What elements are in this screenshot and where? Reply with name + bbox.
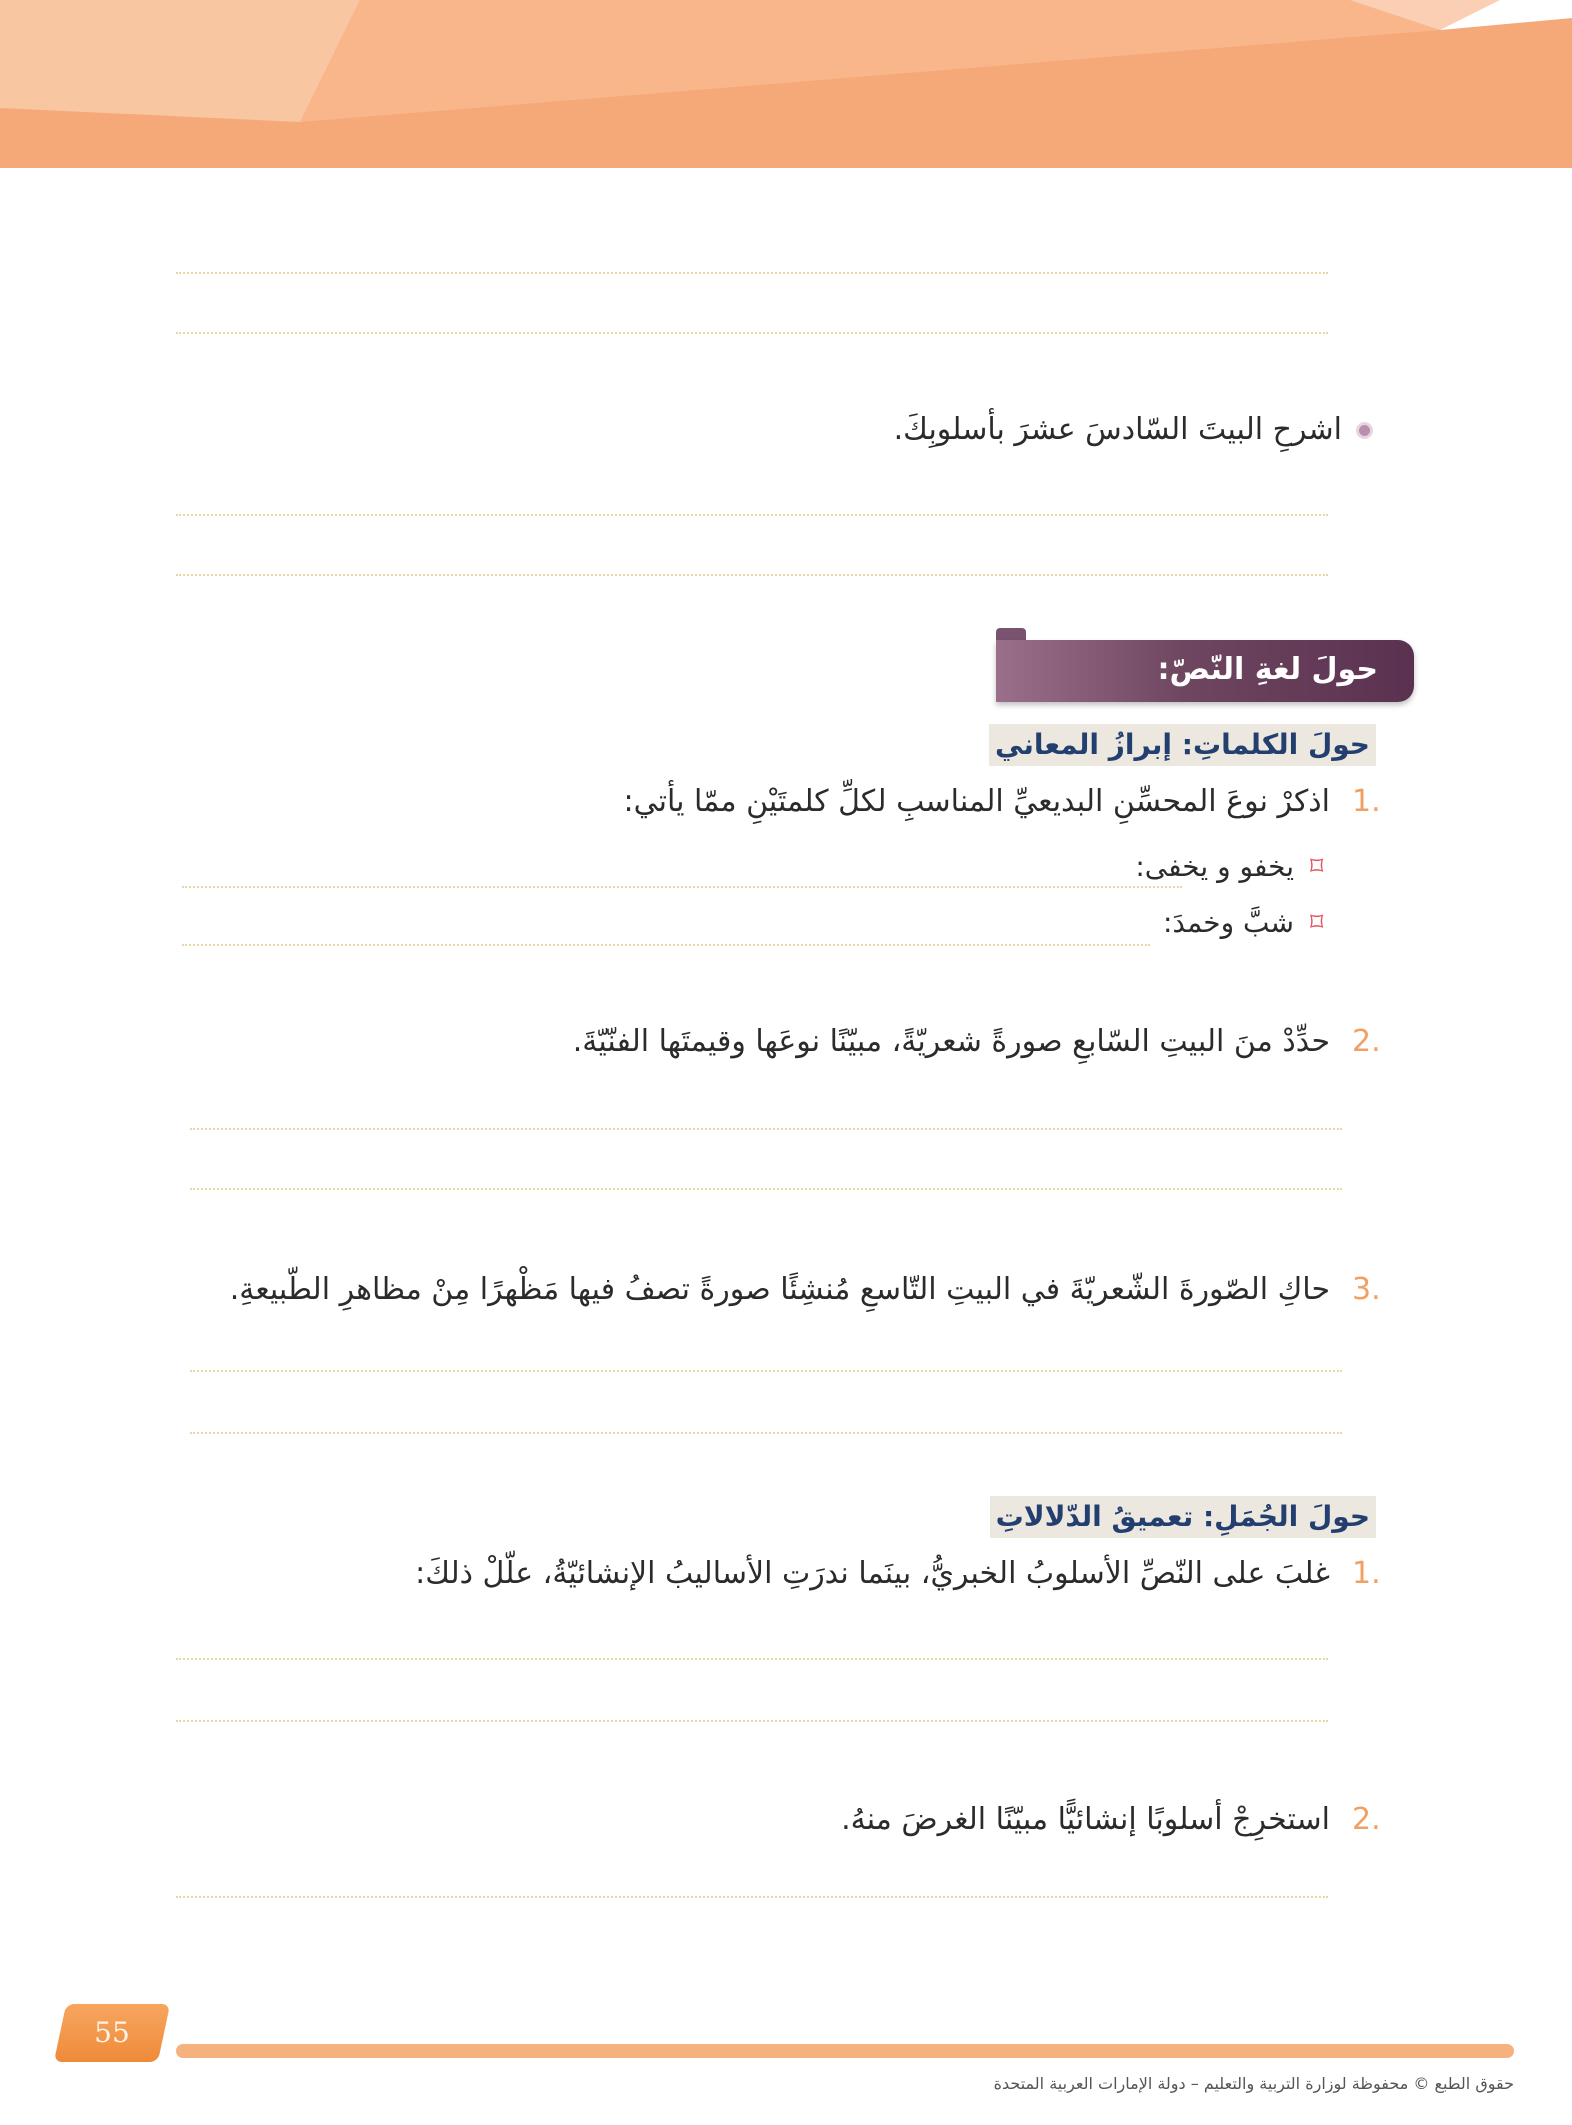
marker-icon: ⌑ — [1310, 852, 1324, 882]
question-number: 2. — [1352, 1024, 1381, 1059]
answer-line[interactable] — [182, 886, 1182, 888]
page-number-badge — [54, 2004, 170, 2062]
answer-line[interactable] — [190, 1128, 1342, 1130]
question-number: 2. — [1352, 1802, 1381, 1837]
section-banner — [996, 640, 1414, 702]
question-text: غلبَ على النّصِّ الأسلوبُ الخبريُّ، بينَما ندرَتِ الأساليبُ الإنشائيّةُ، علّلْ ذلكَ: — [415, 1556, 1330, 1591]
answer-line[interactable] — [190, 1188, 1342, 1190]
question-style-prompt: اشرحِ البيتَ السّادسَ عشرَ بأسلوبِكَ. — [893, 412, 1342, 447]
sub-item-label: شبَّ وخمدَ: — [1162, 906, 1294, 939]
question-text: حاكِ الصّورةَ الشّعريّةَ في البيتِ التّاسعِ مُنشِئًا صورةً تصفُ فيها مَظْهرًا مِنْ مظاهرِ الطّبيعةِ. — [229, 1272, 1330, 1307]
answer-line[interactable] — [190, 1432, 1342, 1434]
answer-line[interactable] — [176, 514, 1328, 516]
bullet-icon — [1356, 422, 1373, 439]
bottom-bar — [176, 2044, 1514, 2058]
question-text: اذكرْ نوعَ المحسِّنِ البديعيِّ المناسبِ لكلِّ كلمتَيْنِ ممّا يأتي: — [623, 784, 1330, 819]
answer-line[interactable] — [190, 1370, 1342, 1372]
answer-line[interactable] — [176, 332, 1328, 334]
question-number: 1. — [1352, 784, 1381, 819]
question-text: حدِّدْ منَ البيتِ السّابعِ صورةً شعريّةً، مبيّنًا نوعَها وقيمتَها الفنّيّةَ. — [572, 1024, 1330, 1059]
question-number: 1. — [1352, 1556, 1381, 1591]
page-number: 55 — [94, 2016, 130, 2049]
section-title: حولَ لغةِ النّصّ: — [1157, 652, 1378, 687]
sentences-heading: حولَ الجُمَلِ: تعميقُ الدّلالاتِ — [990, 1496, 1376, 1538]
answer-line[interactable] — [176, 272, 1328, 274]
sub-item-label: يخفو و يخفى: — [1135, 850, 1294, 883]
question-number: 3. — [1352, 1272, 1381, 1307]
answer-line[interactable] — [176, 574, 1328, 576]
marker-icon: ⌑ — [1310, 908, 1324, 938]
answer-line[interactable] — [182, 944, 1150, 946]
page-header-banner — [0, 0, 1572, 168]
copyright-footer: حقوق الطبع © محفوظة لوزارة التربية والتعليم – دولة الإمارات العربية المتحدة — [993, 2074, 1514, 2093]
answer-line[interactable] — [176, 1896, 1328, 1898]
answer-line[interactable] — [176, 1658, 1328, 1660]
words-heading: حولَ الكلماتِ: إبرازُ المعاني — [989, 724, 1376, 766]
answer-line[interactable] — [176, 1720, 1328, 1722]
question-text: استخرِجْ أسلوبًا إنشائيًّا مبيّنًا الغرضَ منهُ. — [841, 1802, 1330, 1837]
